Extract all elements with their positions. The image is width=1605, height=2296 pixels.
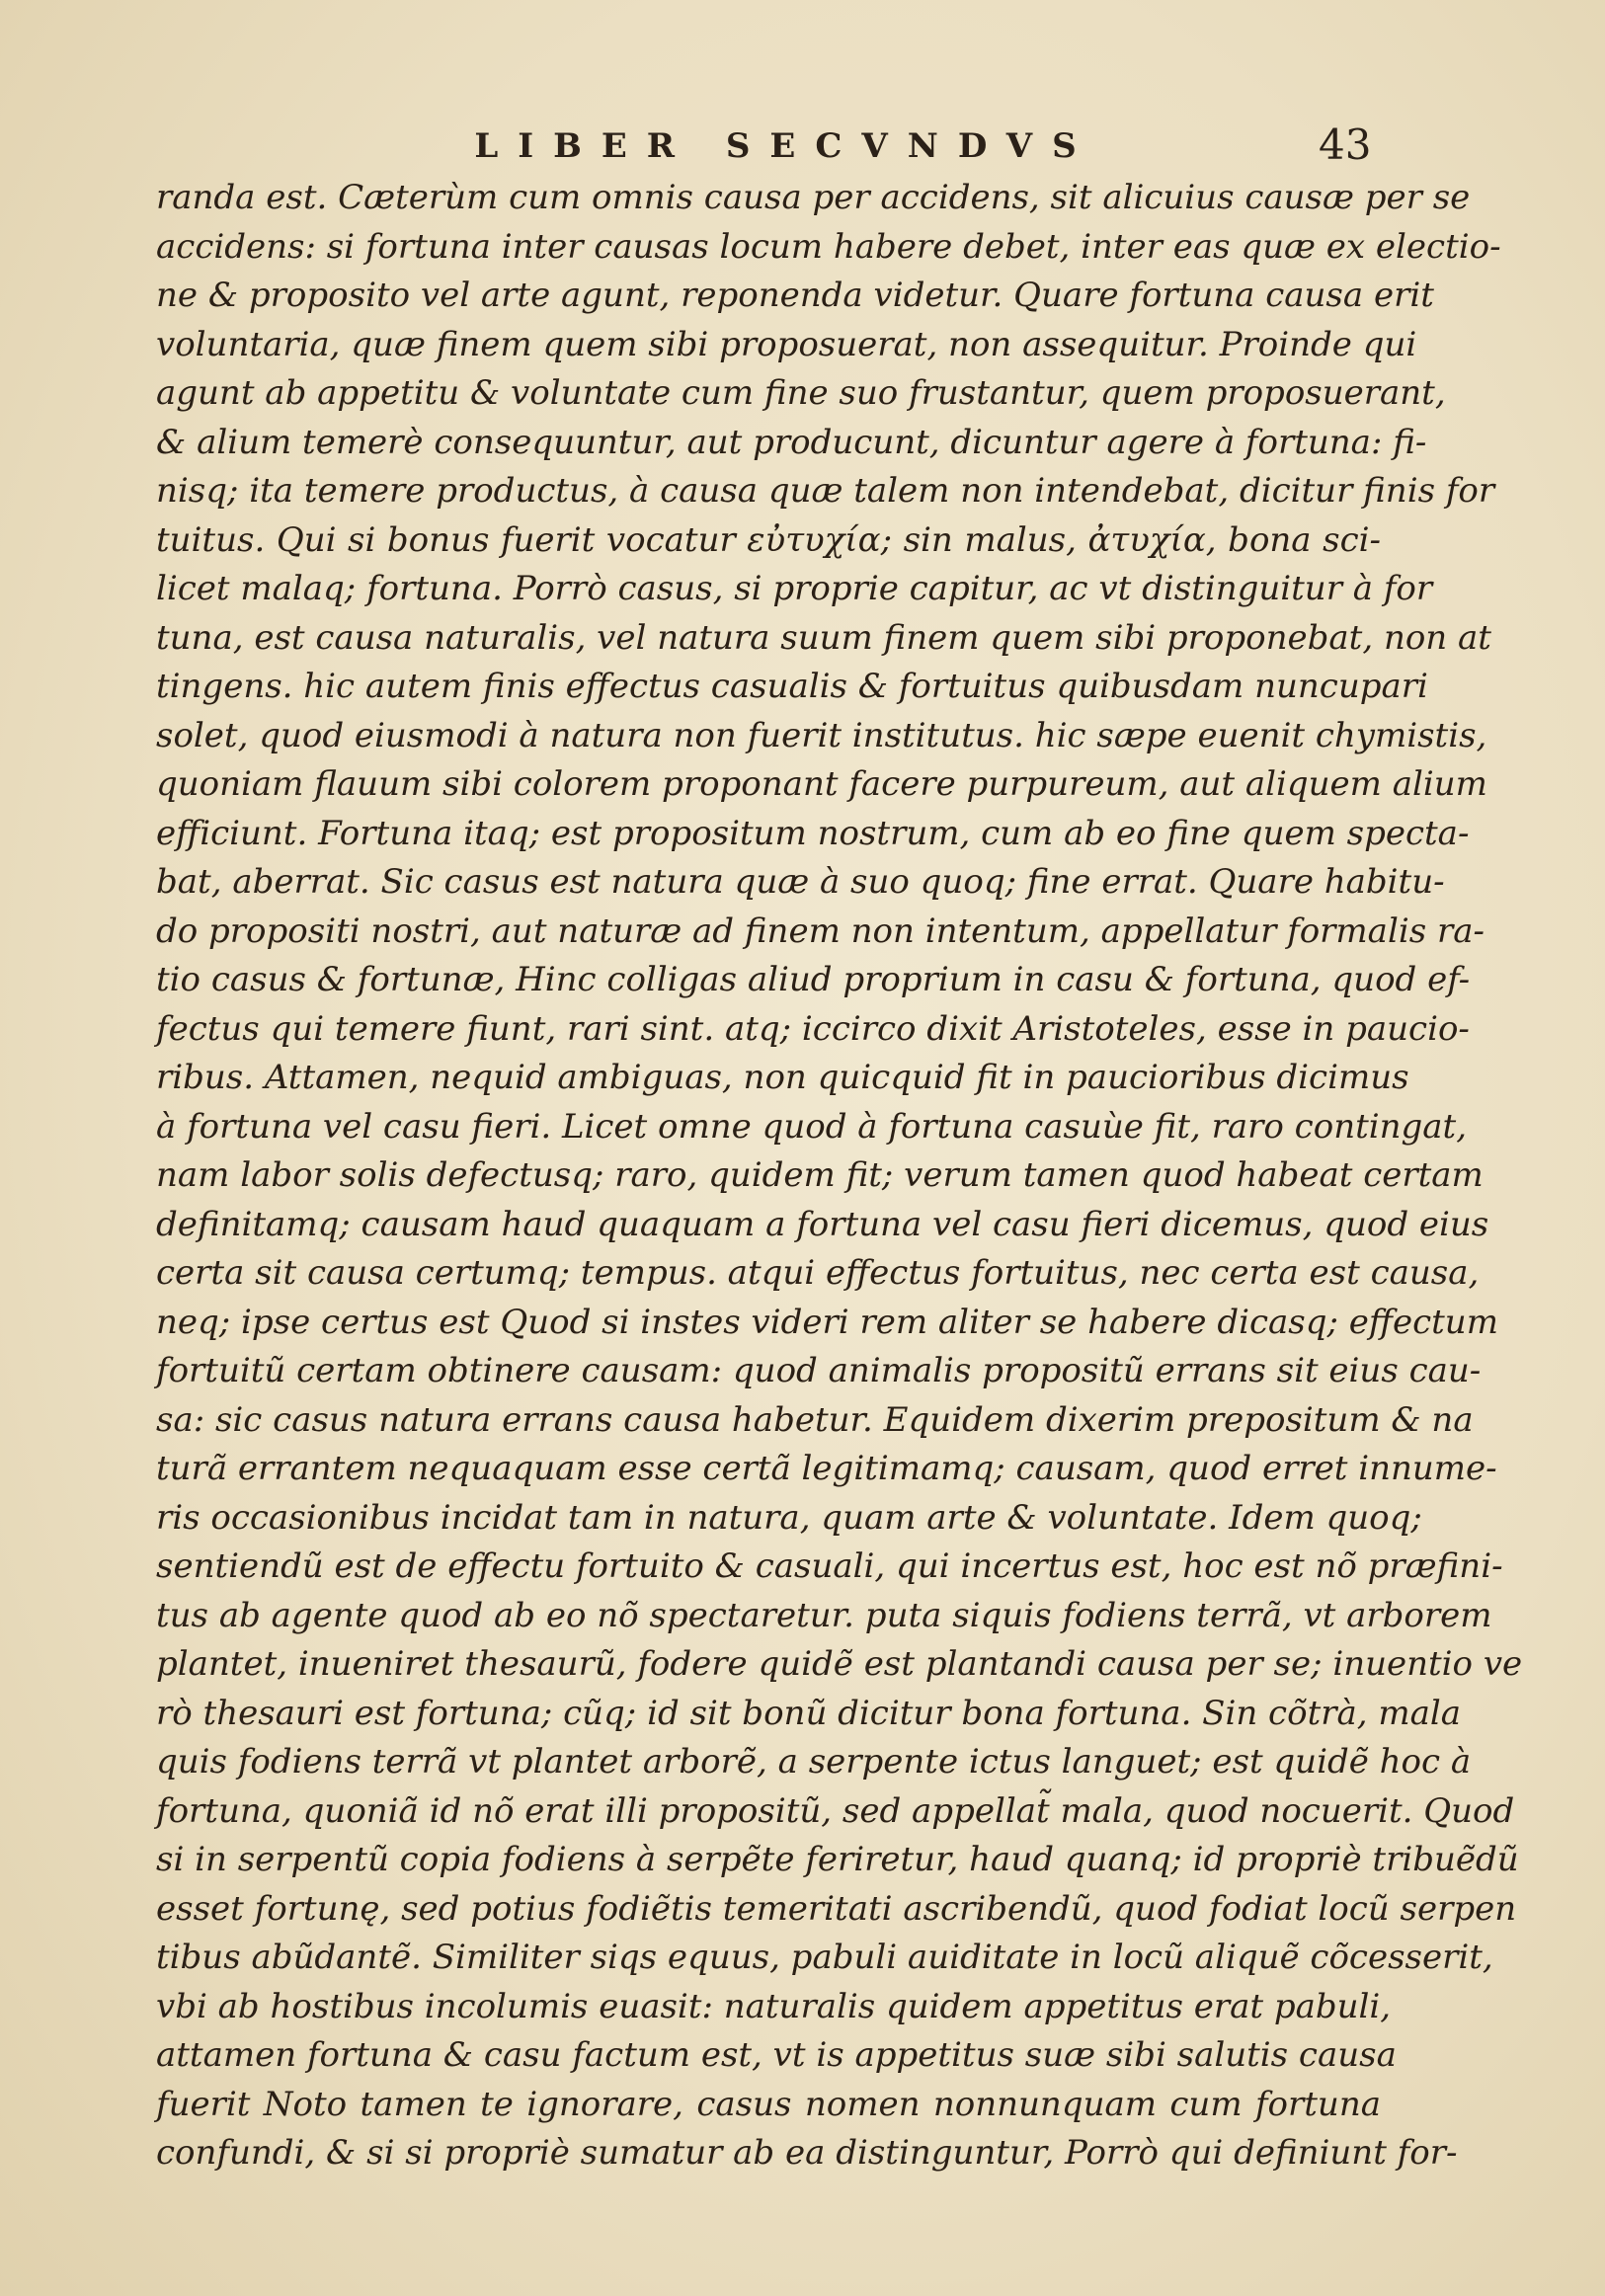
body-text <box>156 174 1523 2178</box>
text-line: attamen fortuna & casu factum est, vt is appetitus suæ sibi salutis causa <box>156 2035 1397 2075</box>
text-line: tio casus & fortunæ, Hinc colligas aliud proprium in casu & fortuna, quod ef- <box>156 960 1471 999</box>
text-line: ris occasionibus incidat tam in natura, quam arte & voluntate. Idem quoq; <box>156 1497 1422 1538</box>
text-line: fuerit Noto tamen te ignorare, casus nomen nonnunquam cum fortuna <box>156 2084 1381 2124</box>
text-line: tuna, est causa naturalis, vel natura suum finem quem sibi proponebat, non at <box>156 617 1491 658</box>
text-line: do propositi nostri, aut naturæ ad finem non intentum, appellatur formalis ra- <box>156 910 1485 951</box>
text-line: sa: sic casus natura errans causa habetur. Equidem dixerim prepositum & na <box>156 1399 1474 1440</box>
text-line: esset fortunę, sed potius fodiẽtis temeritati ascribendũ, quod fodiat locũ serpen <box>156 1888 1517 1929</box>
text-line: plantet, inueniret thesaurũ, fodere quidẽ est plantandi causa per se; inuentio ve <box>156 1644 1523 1684</box>
text-line: fortuna, quoniã id nõ erat illi propositũ, sed appellat̃ mala, quod nocuerit. Quod <box>156 1790 1515 1831</box>
text-line: licet malaq; fortuna. Porrò casus, si proprie capitur, ac vt distinguitur à for <box>156 569 1433 608</box>
text-line: & alium temerè consequuntur, aut producunt, dicuntur agere à fortuna: fi- <box>156 422 1427 462</box>
text-line: ne & proposito vel arte agunt, reponenda videtur. Quare fortuna causa erit <box>156 276 1434 315</box>
text-line: si in serpentũ copia fodiens à serpẽte feriretur, haud quanq; id propriè tribuẽdũ <box>156 1840 1519 1879</box>
page-number: 43 <box>1319 120 1372 169</box>
text-line: confundi, & si si propriè sumatur ab ea distinguntur, Porrò qui definiunt for- <box>156 2133 1458 2173</box>
text-line: tibus abũdantẽ. Similiter siqs equus, pabuli auiditate in locũ aliquẽ cõcesserit, <box>156 1938 1493 1977</box>
running-head: LIBER SECVNDVS <box>474 126 1096 166</box>
text-line: nam labor solis defectusq; raro, quidem fit; verum tamen quod habeat certam <box>156 1155 1484 1195</box>
text-line: accidens: si fortuna inter causas locum habere debet, inter eas quæ ex electio- <box>156 226 1501 267</box>
text-line: tus ab agente quod ab eo nõ spectaretur. puta siquis fodiens terrã, vt arborem <box>156 1595 1492 1635</box>
text-line: randa est. Cæterùm cum omnis causa per accidens, sit alicuius causæ per se <box>156 178 1471 217</box>
text-line: fortuitũ certam obtinere causam: quod animalis propositũ errans sit eius cau- <box>156 1351 1482 1390</box>
text-line: quoniam flauum sibi colorem proponant facere purpureum, aut aliquem alium <box>156 764 1487 804</box>
text-line: ribus. Attamen, nequid ambiguas, non quicquid fit in paucioribus dicimus <box>156 1058 1409 1097</box>
text-line: neq; ipse certus est Quod si instes videri rem aliter se habere dicasq; effectum <box>156 1302 1498 1342</box>
text-line: vbi ab hostibus incolumis euasit: naturalis quidem appetitus erat pabuli, <box>156 1986 1392 2026</box>
text-line: agunt ab appetitu & voluntate cum fine suo frustantur, quem proposuerant, <box>156 373 1446 413</box>
text-line: definitamq; causam haud quaquam a fortuna vel casu fieri dicemus, quod eius <box>156 1204 1489 1244</box>
text-line: tuitus. Qui si bonus fuerit vocatur εὐτυχία; sin malus, ἀτυχία, bona sci- <box>156 519 1381 560</box>
text-line: turã errantem nequaquam esse certã legitimamq; causam, quod erret innume- <box>156 1449 1497 1488</box>
text-line: nisq; ita temere productus, à causa quæ talem non intendebat, dicitur finis for <box>156 471 1495 511</box>
text-line: tingens. hic autem finis effectus casualis & fortuitus quibusdam nuncupari <box>156 667 1428 706</box>
text-line: fectus qui temere fiunt, rari sint. atq; iccirco dixit Aristoteles, esse in paucio- <box>156 1008 1470 1049</box>
text-line: à fortuna vel casu fieri. Licet omne quod à fortuna casuùe fit, raro contingat, <box>156 1106 1468 1147</box>
text-line: rò thesauri est fortuna; cũq; id sit bonũ dicitur bona fortuna. Sin cõtrà, mala <box>156 1693 1462 1733</box>
text-line: quis fodiens terrã vt plantet arborẽ, a serpente ictus languet; est quidẽ hoc à <box>156 1742 1472 1781</box>
text-line: bat, aberrat. Sic casus est natura quæ à suo quoq; fine errat. Quare habitu- <box>156 862 1445 902</box>
text-line: efficiunt. Fortuna itaq; est propositum nostrum, cum ab eo fine quem specta- <box>156 813 1470 853</box>
text-line: solet, quod eiusmodi à natura non fuerit institutus. hic sæpe euenit chymistis, <box>156 715 1487 755</box>
text-line: sentiendũ est de effectu fortuito & casuali, qui incertus est, hoc est nõ præfini- <box>156 1546 1503 1586</box>
text-line: voluntaria, quæ finem quem sibi proposuerat, non assequitur. Proinde qui <box>156 324 1417 364</box>
text-line: certa sit causa certumq; tempus. atqui effectus fortuitus, nec certa est causa, <box>156 1253 1480 1293</box>
